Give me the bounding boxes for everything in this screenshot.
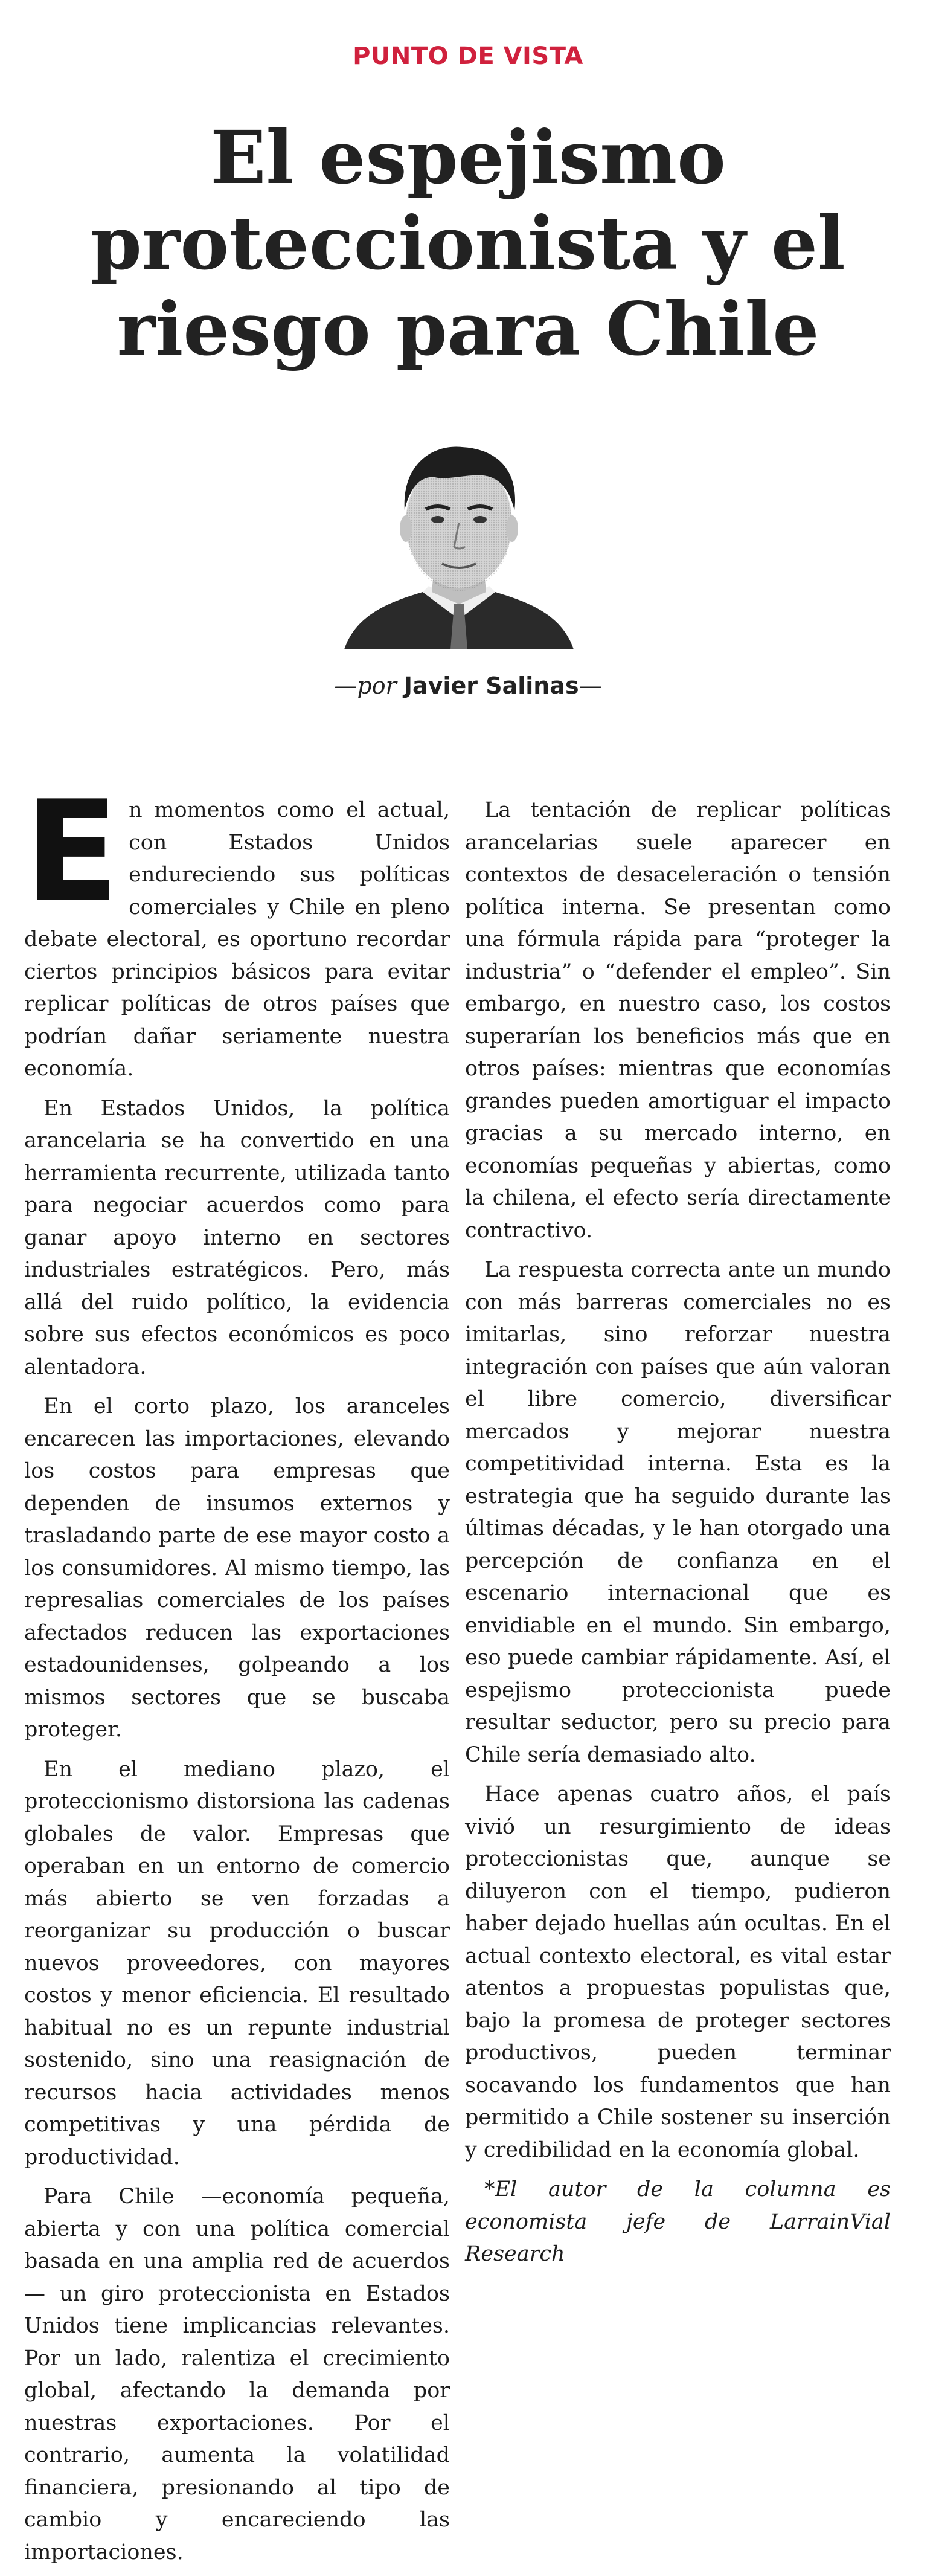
article-paragraph: Para Chile —economía pequeña, abierta y con una política comercial basada en una amplia red de acuerdos— un giro proteccionista en Estados Unidos tiene implicancias relevantes. Por un lado, ralentiza el crecimiento global, afectando la demanda por nuestras exportaciones. Por el contrario, aumenta la volatilidad financiera, presionando al tipo de cambio y encareciendo las importaciones. (24, 2185, 450, 2565)
author-name: Javier Salinas (403, 672, 579, 699)
article-paragraph: En el mediano plazo, el proteccionismo distorsiona las cadenas globales de valor. Empresas que operaban en un entorno de comercio más abierto se ven forzadas a reorganizar su producción o buscar nuevos proveedores, con mayores costos y menor eficiencia. El resultado habitual no es un repunte industrial sostenido, sino una reasignación de recursos hacia actividades menos competitivas y una pérdida de productividad. (24, 1757, 450, 2169)
headline (36, 115, 900, 372)
article-paragraph (24, 771, 450, 1086)
article-paragraph: Hace apenas cuatro años, el país vivió un resurgimiento de ideas proteccionistas que, aunque se diluyeron con el tiempo, pudieron haber dejado huellas aún ocultas. En el actual contexto electoral, es vital estar atentos a propuestas populistas que, bajo la promesa de proteger sectores productivos, pueden terminar socavando los fundamentos que han permitido a Chile sostener su inserción y credibilidad en la economía global. (465, 1782, 891, 2162)
headline-line: proteccionista y el (91, 200, 845, 286)
byline (0, 672, 936, 699)
author-portrait (338, 420, 580, 649)
author-credit: *El autor de la columna es economista jefe de LarrainVial Research (465, 2177, 891, 2266)
headline-line: riesgo para Chile (117, 286, 819, 372)
article-column-left (24, 771, 450, 2576)
section-label: PUNTO DE VISTA (353, 42, 583, 70)
article-column-right (465, 794, 891, 2278)
byline-prefix: —por (334, 672, 397, 699)
article-paragraph: En Estados Unidos, la política arancelaria se ha convertido en una herramienta recurrente, utilizada tanto para negociar acuerdos como para ganar apoyo interno en sectores industriales estratégicos. Pero, más allá del ruido político, la evidencia sobre sus efectos económicos es poco alentadora. (24, 1096, 450, 1379)
byline-suffix: — (579, 672, 602, 699)
article-paragraph: En el corto plazo, los aranceles encarecen las importaciones, elevando los costos para empresas que dependen de insumos externos y trasladando parte de ese mayor costo a los consumidores. Al mismo tiempo, las represalias comerciales de los países afectados reducen las exportaciones estadounidenses, golpeando a los mismos sectores que se buscaba proteger. (24, 1394, 450, 1742)
article-paragraph: La respuesta correcta ante un mundo con más barreras comerciales no es imitarlas, sino reforzar nuestra integración con países que aún valoran el libre comercio, diversificar mercados y mejorar nuestra competitividad interna. Esta es la estrategia que ha seguido durante las últimas décadas, y le han otorgado una percepción de confianza en el escenario internacional que es envidiable en el mundo. Sin embargo, eso puede cambiar rápidamente. Así, el espejismo proteccionista puede resultar seductor, pero su precio para Chile sería demasiado alto. (465, 1258, 891, 1767)
article-paragraph: La tentación de replicar políticas arancelarias suele aparecer en contextos de desaceleración o tensión política interna. Se presentan como una fórmula rápida para “proteger la industria” o “defender el empleo”. Sin embargo, en nuestro caso, los costos superarían los beneficios más que en otros países: mientras que economías grandes pueden amortiguar el impacto gracias a su mercado interno, en economías pequeñas y abiertas, como la chilena, el efecto sería directamente contractivo. (465, 798, 891, 1243)
paragraph-text: n momentos como el actual, con Estados Unidos endureciendo sus políticas comerciales y Chile en pleno debate electoral, es oportuno recordar ciertos principios básicos para evitar replicar políticas de otros países que podrían dañar seriamente nuestra economía. (24, 798, 450, 1081)
drop-cap: E (24, 771, 120, 933)
headline-line: El espejismo (210, 114, 726, 201)
